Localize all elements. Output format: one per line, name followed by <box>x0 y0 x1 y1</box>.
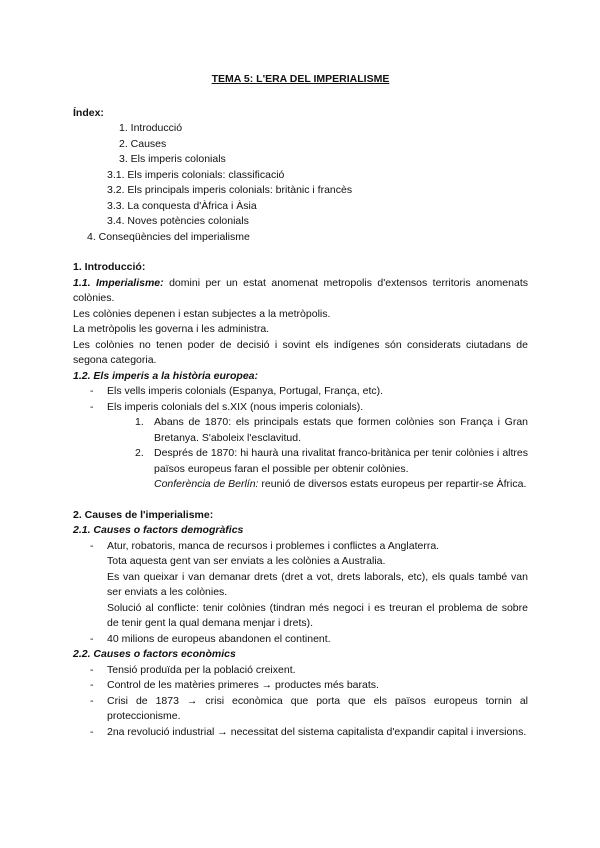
section-heading-intro: 1. Introducció: <box>73 261 146 273</box>
index-item: 2. Causes <box>119 137 167 150</box>
index-item: 3. Els imperis colonials <box>119 153 226 165</box>
list-item: - Tensió produïda per la població creixent. <box>73 663 528 679</box>
paragraph: Les colònies no tenen poder de decisió i sovint els indígenes són considerats ciutadans de segona categoria. <box>73 338 528 366</box>
paragraph: Les colònies depenen i estan subjectes a la metròpolis. <box>73 307 331 320</box>
definition-paragraph: 1.1. Imperialisme: domini per un estat anomenat metropolis d'extensos territoris anomenats colònies. <box>73 276 528 304</box>
index-item: 4. Conseqüències del imperialisme <box>87 230 250 243</box>
list-item: - 40 milions de europeus abandonen el continent. <box>73 632 528 648</box>
subsection-label: 2.2. Causes o factors econòmics <box>73 648 236 660</box>
note-paragraph: Conferència de Berlín: reunió de diversos estats europeus per repartir-se Àfrica. <box>154 478 527 490</box>
list-item: - Atur, robatoris, manca de recursos i problemes i conflictes a Anglaterra. <box>73 539 528 555</box>
subsection-label: 2.1. Causes o factors demogràfics <box>73 524 244 536</box>
subsection-label: 1.2. Els imperis a la història europea: <box>73 369 258 382</box>
index-subitem: 3.1. Els imperis colonials: classificació <box>107 168 285 181</box>
term-label: Conferència de Berlín: <box>154 478 259 490</box>
numbered-item: 1. Abans de 1870: els principals estats que formen colònies son França i Gran Bretanya. S'aboleix l'esclavitud. <box>135 416 528 444</box>
list-item: - Els vells imperis colonials (Espanya, Portugal, França, etc). <box>73 384 528 400</box>
list-item: - Control de les matèries primeres → productes més barats. <box>73 678 528 694</box>
index-item: 1. Introducció <box>119 122 183 134</box>
section-heading-causes: 2. Causes de l'imperialisme: <box>73 508 214 521</box>
document-page <box>73 72 528 740</box>
index-subitem: 3.3. La conquesta d'Àfrica i Àsia <box>107 199 257 212</box>
paragraph: Tota aquesta gent van ser enviats a les colònies a Australia. <box>107 555 386 567</box>
paragraph: Solució al conflicte: tenir colònies (tindran més negoci i es treuran el problema de sobre de tenir gent la qual demana menjar i drets). <box>107 601 528 629</box>
subsection-label: 1.1. Imperialisme: <box>73 276 164 289</box>
index-list <box>73 121 528 168</box>
page-title: TEMA 5: L'ERA DEL IMPERIALISME <box>211 73 390 85</box>
list-item: - 2na revolució industrial → necessitat del sistema capitalista d'expandir capital i inversions. <box>73 725 528 741</box>
paragraph: La metròpolis les governa i les administra. <box>73 323 270 335</box>
index-subitem: 3.4. Noves potències colonials <box>107 215 249 227</box>
numbered-item: 2. Després de 1870: hi haurà una rivalitat franco-britànica per tenir colònies i altres països europeus faran el possible per obtenir colònies. <box>135 447 528 475</box>
paragraph: Es van queixar i van demanar drets (dret a vot, drets laborals, etc), els quals també van ser enviats a les colònies. <box>107 570 528 598</box>
index-subitem: 3.2. Els principals imperis colonials: britànic i francès <box>107 184 353 196</box>
list-item: - Crisi de 1873 → crisi econòmica que porta que els països europeus tornin al proteccionisme. <box>73 694 528 725</box>
index-heading: Índex: <box>73 106 104 119</box>
list-item: - Els imperis colonials del s.XIX (nous imperis colonials). <box>73 400 528 416</box>
